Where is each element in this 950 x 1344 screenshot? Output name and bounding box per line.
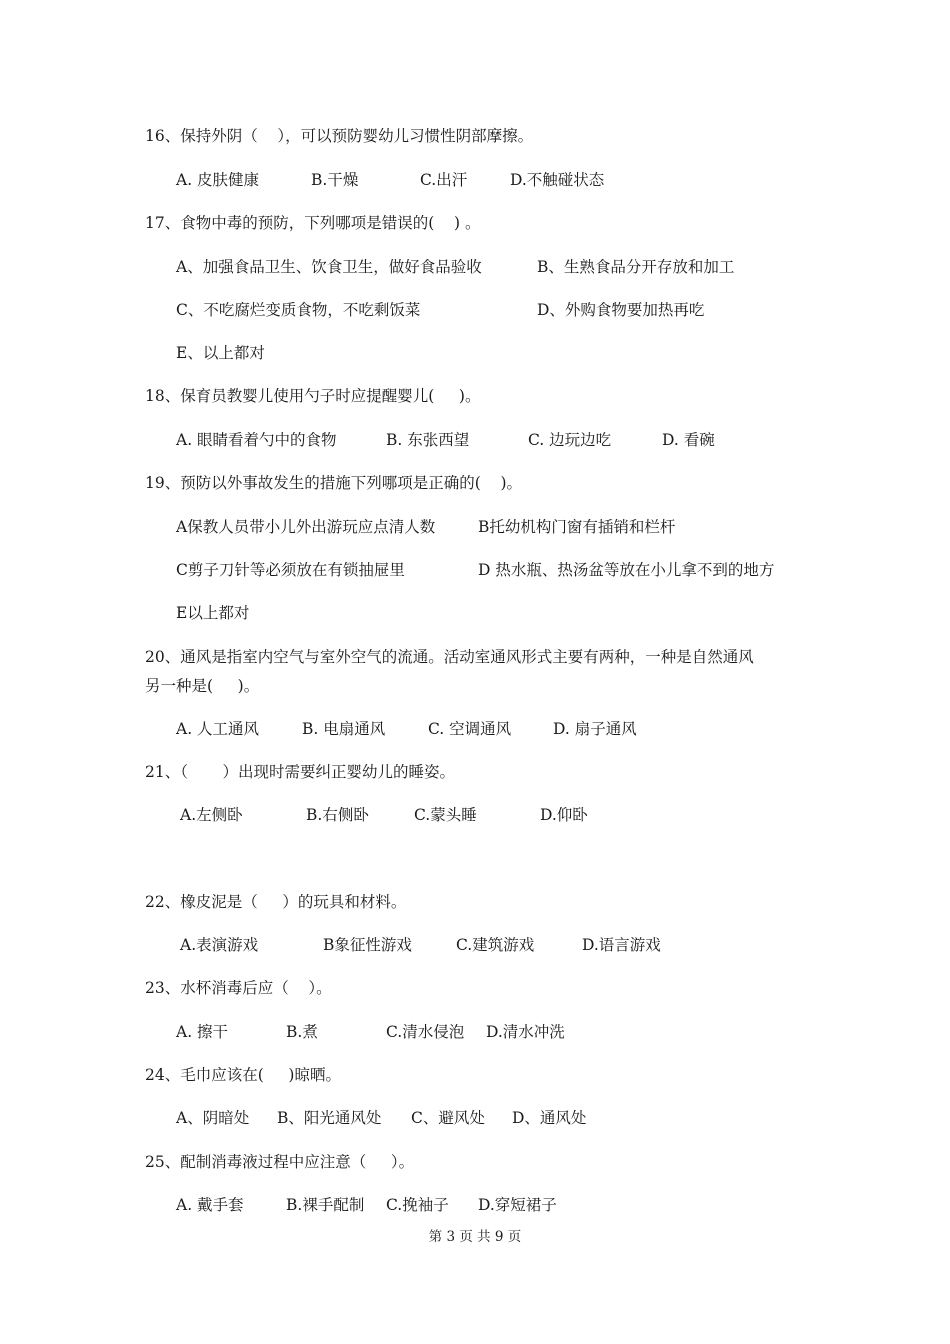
question-24-stem: 24、毛巾应该在( )晾晒。 (145, 1066, 341, 1084)
question-25-option-b: B.裸手配制 (286, 1196, 365, 1214)
question-21-stem: 21、（ ）出现时需要纠正婴幼儿的睡姿。 (145, 763, 455, 781)
question-22-option-b: B象征性游戏 (323, 936, 412, 954)
question-22-stem: 22、橡皮泥是（ ）的玩具和材料。 (145, 893, 407, 911)
question-24-option-c: C、避风处 (411, 1109, 485, 1127)
question-18-option-a: A. 眼睛看着勺中的食物 (176, 431, 337, 449)
question-21-option-c: C.蒙头睡 (414, 806, 477, 824)
question-24-option-a: A、阴暗处 (176, 1109, 250, 1127)
question-25-option-a: A. 戴手套 (176, 1196, 244, 1214)
question-19-option-b: B托幼机构门窗有插销和栏杆 (478, 518, 676, 536)
question-20-stem-line2: 另一种是( )。 (145, 677, 260, 695)
question-18-option-d: D. 看碗 (662, 431, 715, 449)
question-16-option-a: A. 皮肤健康 (176, 171, 260, 189)
question-24-option-d: D、通风处 (512, 1109, 587, 1127)
question-16-stem: 16、保持外阴（ ），可以预防婴幼儿习惯性阴部摩擦。 (145, 127, 534, 145)
question-18-stem: 18、保育员教婴儿使用勺子时应提醒婴儿( )。 (145, 387, 481, 405)
question-19-stem: 19、预防以外事故发生的措施下列哪项是正确的( )。 (145, 474, 523, 492)
question-16-option-c: C.出汗 (420, 171, 468, 189)
question-20-option-b: B. 电扇通风 (302, 720, 386, 738)
question-20-option-a: A. 人工通风 (176, 720, 260, 738)
question-19-option-c: C剪子刀针等必须放在有锁抽屉里 (176, 561, 405, 579)
question-19-option-d: D 热水瓶、热汤盆等放在小儿拿不到的地方 (478, 561, 775, 579)
question-22-option-d: D.语言游戏 (582, 936, 661, 954)
question-23-option-a: A. 擦干 (176, 1023, 229, 1041)
question-22-option-a: A.表演游戏 (180, 936, 259, 954)
question-23-option-c: C.清水侵泡 (386, 1023, 465, 1041)
question-25-option-c: C.挽袖子 (386, 1196, 449, 1214)
question-21-option-d: D.仰卧 (540, 806, 588, 824)
question-23-option-d: D.清水冲洗 (486, 1023, 565, 1041)
question-18-option-c: C. 边玩边吃 (528, 431, 612, 449)
question-23-option-b: B.煮 (286, 1023, 318, 1041)
question-22-option-c: C.建筑游戏 (456, 936, 535, 954)
question-21-option-a: A.左侧卧 (180, 806, 243, 824)
question-19-option-e: E以上都对 (176, 604, 250, 622)
question-17-option-c: C、不吃腐烂变质食物，不吃剩饭菜 (176, 301, 421, 319)
question-19-option-a: A保教人员带小儿外出游玩应点清人数 (176, 518, 436, 536)
question-20-option-d: D. 扇子通风 (553, 720, 637, 738)
question-17-option-e: E、以上都对 (176, 344, 265, 362)
question-16-option-b: B.干燥 (311, 171, 359, 189)
question-16-option-d: D.不触碰状态 (510, 171, 605, 189)
question-21-option-b: B.右侧卧 (306, 806, 369, 824)
question-20-option-c: C. 空调通风 (428, 720, 512, 738)
question-17-stem: 17、食物中毒的预防，下列哪项是错误的( ) 。 (145, 214, 481, 232)
question-17-option-b: B、生熟食品分开存放和加工 (537, 258, 735, 276)
question-18-option-b: B. 东张西望 (386, 431, 470, 449)
question-17-option-d: D、外购食物要加热再吃 (537, 301, 705, 319)
question-20-stem-line1: 20、通风是指室内空气与室外空气的流通。活动室通风形式主要有两种，一种是自然通风 (145, 648, 754, 666)
question-25-stem: 25、配制消毒液过程中应注意（ ）。 (145, 1153, 415, 1171)
question-24-option-b: B、阳光通风处 (277, 1109, 382, 1127)
question-17-option-a: A、加强食品卫生、饮食卫生，做好食品验收 (176, 258, 482, 276)
question-23-stem: 23、水杯消毒后应（ ）。 (145, 979, 332, 997)
page-footer: 第 3 页 共 9 页 (428, 1229, 522, 1245)
question-25-option-d: D.穿短裙子 (478, 1196, 557, 1214)
